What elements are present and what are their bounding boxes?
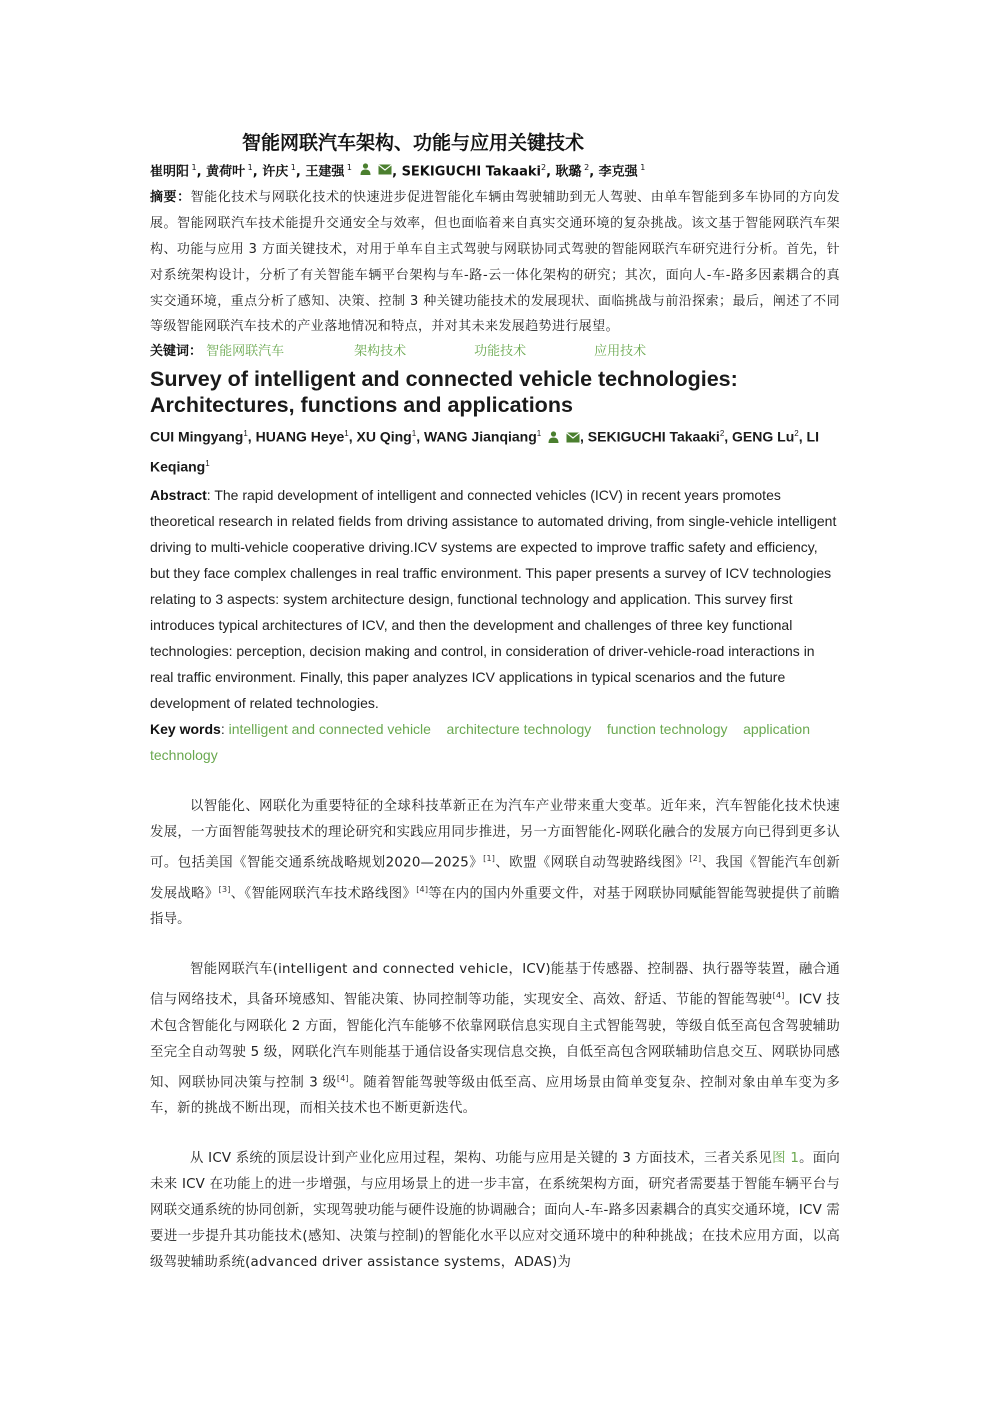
author[interactable]: XU Qing — [356, 428, 412, 445]
citation-link[interactable]: [1] — [483, 854, 496, 864]
body-text: 、《智能网联汽车技术路线图》 — [230, 886, 417, 902]
keyword-link[interactable]: 功能技术 — [474, 344, 527, 360]
author[interactable]: HUANG Heye — [255, 428, 345, 445]
en-abstract-text: The rapid development of intelligent and connected vehicles (ICV) in recent years promotes theoretical research in related fields from driving assistance to automated driving, from single-vehicle intelligent driving to multi-vehicle cooperative driving.ICV systems are expected to improve traffic safety and efficiency, but they face complex challenges in real traffic environment. This paper presents a survey of ICV technologies relating to 3 aspects: system architecture design, functional technology and application. This survey first introduces typical architectures of ICV, and then the development and challenges of three key functional technologies: perception, decision making and control, in consideration of driver-vehicle-road interactions in real traffic environment. Finally, this paper analyzes ICV applications in typical scenarios and the future development of related technologies. — [150, 487, 837, 712]
body-text: 。面向未来 ICV 在功能上的进一步增强，与应用场景上的进一步丰富，在系统架构方面，研究者需要基于智能车辆平台与网联交通系统的协同创新，实现驾驶功能与硬件设施的协调融合；面向人-车-路多因素耦合的真实交通环境，ICV 需要进一步提升其功能技术(感知、决策与控制)的智能化水平以应对交通环境中的种种挑战；在技术应用方面，以高级驾驶辅助系统(advanced driver assistance systems，ADAS)为 — [150, 1151, 840, 1271]
en-title: Survey of intelligent and connected vehicle technologies: Architectures, functions and applications — [150, 367, 738, 418]
en-authors: CUI Mingyang$^1$, HUANG Heye$^1$, XU Qing$^1$, WANG Jianqiang$^1$ , SEKIGUCHI Takaaki$^2$, GENG Lu$^2$, LI Keqiang$^1$ — [150, 421, 840, 479]
keyword-link[interactable]: 智能网联汽车 — [206, 344, 285, 360]
author[interactable]: 崔明阳 — [150, 164, 190, 180]
cn-abstract-text: 智能化技术与网联化技术的快速进步促进智能化车辆由驾驶辅助到无人驾驶、由单车智能到多车协同的方向发展。智能网联汽车技术能提升交通安全与效率，但也面临着来自真实交通环境的复杂挑战。该文基于智能网联汽车架构、功能与应用 3 方面关键技术，对用于单车自主式驾驶与网联协同式驾驶的智能网联汽车研究进行分析。首先，针对系统架构设计，分析了有关智能车辆平台架构与车-路-云一体化架构的研究；其次，面向人-车-路多因素耦合的真实交通环境，重点分析了感知、决策、控制 3 种关键功能技术的发展现状、面临挑战与前沿探索；最后，阐述了不同等级智能网联汽车技术的产业落地情况和特点，并对其未来发展趋势进行展望。 — [150, 190, 841, 335]
keyword-link[interactable]: application technology — [150, 721, 810, 764]
person-icon[interactable] — [548, 426, 559, 451]
mail-icon[interactable] — [566, 426, 580, 451]
keyword-link[interactable]: function technology — [606, 721, 728, 738]
en-keywords: Key words: intelligent and connected vehicle architecture technology function technology application technology — [150, 721, 810, 764]
cn-keywords: 关键词： 智能网联汽车 架构技术 功能技术 应用技术 — [150, 340, 840, 364]
body-text: 智能网联汽车(intelligent and connected vehicle，ICV)能基于传感器、控制器、执行器等装置，融合通信与网络技术，具备环境感知、智能决策、协同控制等功能，实现安全、高效、舒适、节能的智能驾驶 — [150, 962, 840, 1008]
citation-link[interactable]: [3] — [218, 884, 231, 894]
author[interactable]: LI Keqiang — [150, 428, 819, 475]
person-icon[interactable] — [360, 162, 371, 182]
body-text: 。ICV 技术包含智能化与网联化 2 方面，智能化汽车能够不依靠网联信息实现自主式智能驾驶，等级自低至高包含驾驶辅助至完全自动驾驶 5 级，网联化汽车则能基于通信设备实现信息交换，自低至高包含网联辅助信息交互、网联协同感知、网联协同决策与控制 3 级 — [150, 992, 840, 1091]
body-text: 以智能化、网联化为重要特征的全球科技革新正在为汽车产业带来重大变革。近年来，汽车智能化技术快速发展，一方面智能驾驶技术的理论研究和实践应用同步推进，另一方面智能化-网联化融合的发展方向已得到更多认可。包括美国《智能交通系统战略规划2020—2025》 — [150, 799, 840, 871]
keyword-link[interactable]: 架构技术 — [354, 344, 407, 360]
cn-keywords-label: 关键词 — [150, 344, 190, 360]
author[interactable]: SEKIGUCHI Takaaki — [587, 428, 720, 445]
author[interactable]: 许庆 — [262, 164, 289, 180]
paper-page — [150, 128, 840, 1276]
keyword-link[interactable]: 应用技术 — [594, 344, 647, 360]
author[interactable]: 李克强 — [598, 164, 638, 180]
en-abstract-label: Abstract — [150, 487, 207, 504]
body-paragraph — [150, 957, 840, 1122]
citation-link[interactable]: [2] — [689, 854, 702, 864]
author[interactable]: GENG Lu — [732, 428, 795, 445]
body-paragraph — [150, 794, 840, 933]
cn-authors: 崔明阳 $^1$, 黄荷叶 $^1$, 许庆 $^1$, 王建强 $^1$ , SEKIGUCHI Takaaki$^2$, 耿璐 $^2$, 李克强 $^1$ — [150, 158, 840, 182]
body-text: 、我国《智能汽车创新发展战略》 — [150, 855, 840, 902]
en-keywords-label: Key words — [150, 721, 221, 738]
author[interactable]: WANG Jianqiang — [423, 428, 537, 445]
author[interactable]: 王建强 — [305, 164, 345, 180]
body-text: 从 ICV 系统的顶层设计到产业化应用过程，架构、功能与应用是关键的 3 方面技术，三者关系见 — [190, 1151, 773, 1167]
author[interactable]: 耿璐 — [555, 164, 582, 180]
body-paragraph — [150, 1146, 840, 1276]
mail-icon[interactable] — [378, 162, 392, 182]
cn-abstract: 摘要：智能化技术与网联化技术的快速进步促进智能化车辆由驾驶辅助到无人驾驶、由单车智能到多车协同的方向发展。智能网联汽车技术能提升交通安全与效率，但也面临着来自真实交通环境的复杂挑战。该文基于智能网联汽车架构、功能与应用 3 方面关键技术，对用于单车自主式驾驶与网联协同式驾驶的智能网联汽车研究进行分析。首先，针对系统架构设计，分析了有关智能车辆平台架构与车-路-云一体化架构的研究；其次，面向人-车-路多因素耦合的真实交通环境，重点分析了感知、决策、控制 3 种关键功能技术的发展现状、面临挑战与前沿探索；最后，阐述了不同等级智能网联汽车技术的产业落地情况和特点，并对其未来发展趋势进行展望。 — [150, 190, 841, 335]
en-abstract: Abstract: The rapid development of intelligent and connected vehicles (ICV) in recent years promotes theoretical research in related fields from driving assistance to automated driving, from single-vehicle intelligent driving to multi-vehicle cooperative driving.ICV systems are expected to improve traffic safety and efficiency, but they face complex challenges in real traffic environment. This paper presents a survey of ICV technologies relating to 3 aspects: system architecture design, functional technology and application. This survey first introduces typical architectures of ICV, and then the development and challenges of three key functional technologies: perception, decision making and control, in consideration of driver-vehicle-road interactions in real traffic environment. Finally, this paper analyzes ICV applications in typical scenarios and the future development of related technologies. — [150, 487, 837, 712]
citation-link[interactable]: [4] — [772, 991, 785, 1001]
citation-link[interactable]: [4] — [416, 884, 429, 894]
keyword-link[interactable]: intelligent and connected vehicle — [228, 721, 431, 738]
figure-link[interactable]: 图 1 — [772, 1151, 800, 1167]
cn-title: 智能网联汽车架构、功能与应用关键技术 — [242, 132, 585, 154]
author[interactable]: 黄荷叶 — [206, 164, 246, 180]
author[interactable]: SEKIGUCHI Takaaki — [401, 164, 541, 180]
body-text: 、欧盟《网联自动驾驶路线图》 — [495, 855, 690, 871]
body-text: 等在内的国内外重要文件，对基于网联协同赋能智能驾驶提供了前瞻指导。 — [150, 886, 840, 928]
keyword-link[interactable]: architecture technology — [446, 721, 592, 738]
author[interactable]: CUI Mingyang — [150, 428, 244, 445]
citation-link[interactable]: [4] — [336, 1073, 349, 1083]
cn-abstract-label: 摘要 — [150, 190, 178, 206]
body-text: 。随着智能驾驶等级由低至高、应用场景由简单变复杂、控制对象由单车变为多车，新的挑战不断出现，而相关技术也不断更新迭代。 — [150, 1075, 840, 1117]
